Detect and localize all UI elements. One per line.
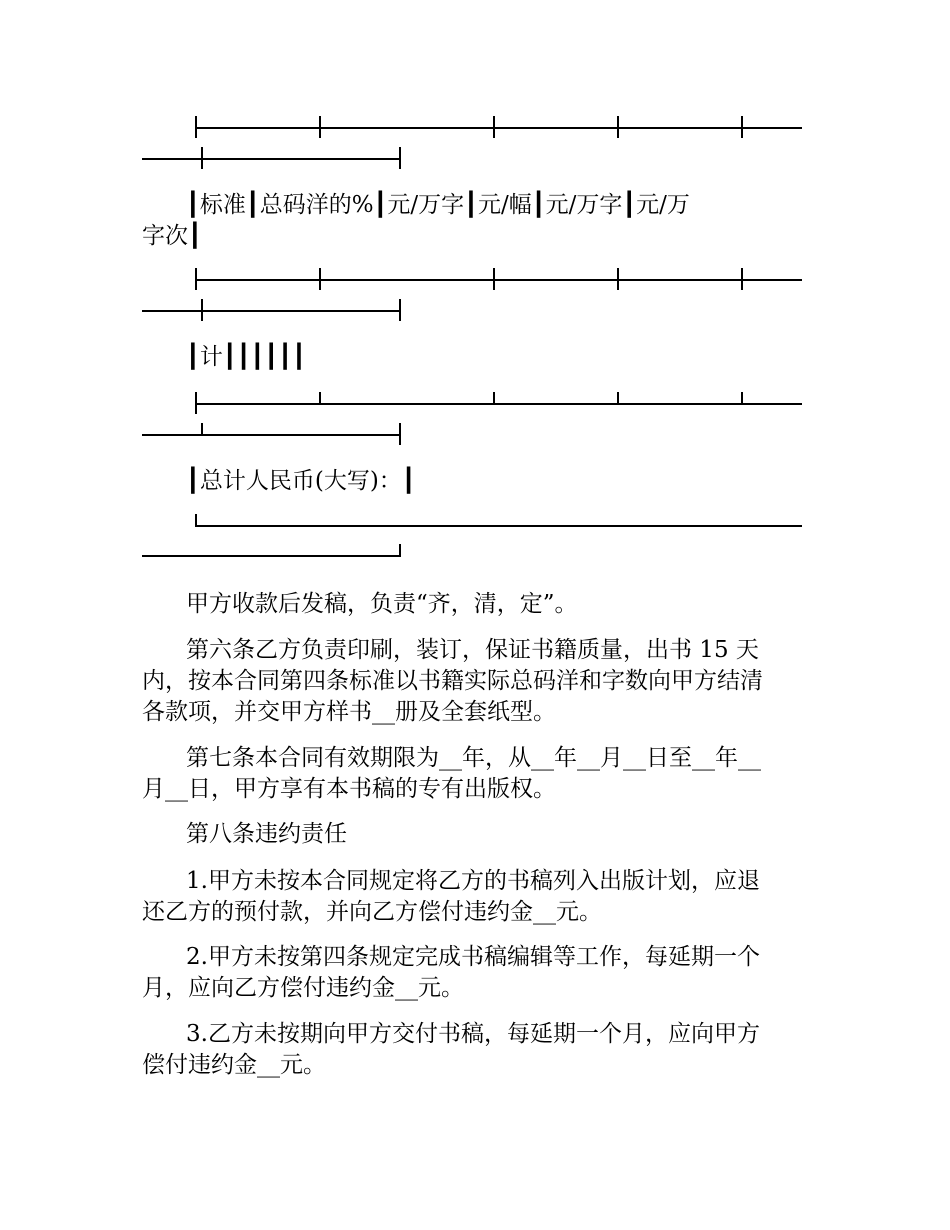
table-bottom-line: [196, 525, 802, 527]
table-separator-line: [196, 403, 802, 405]
table-tick: [399, 299, 401, 321]
table-bottom-line: [142, 555, 400, 557]
paragraph-article-6: 各款项，并交甲方样书__册及全套纸型。: [142, 699, 556, 725]
table-tick: [399, 423, 401, 445]
table-tick: [617, 116, 619, 138]
table-tick: [399, 147, 401, 169]
table-tick: [319, 268, 321, 290]
table-tick: [617, 392, 619, 404]
table-tick: [493, 116, 495, 138]
paragraph-article-8-heading: 第八条违约责任: [186, 821, 347, 847]
paragraph-clause-2: 2.甲方未按第四条规定完成书稿编辑等工作，每延期一个: [186, 944, 760, 970]
paragraph-article-7: 月__日，甲方享有本书稿的专有出版权。: [142, 776, 556, 802]
table-separator-line: [142, 310, 400, 312]
table-tick: [741, 392, 743, 404]
paragraph-article-6: 第六条乙方负责印刷，装订，保证书籍质量，出书 15 天: [186, 637, 759, 663]
table-separator-line: [196, 127, 802, 129]
table-tick: [319, 116, 321, 138]
table-tick: [741, 116, 743, 138]
table-tick: [195, 116, 197, 138]
paragraph-article-7: 第七条本合同有效期限为__年，从__年__月__日至__年__: [186, 745, 761, 771]
table-separator-line: [142, 158, 400, 160]
table-separator-line: [142, 434, 400, 436]
paragraph-clause-1: 1.甲方未按本合同规定将乙方的书稿列入出版计划，应退: [186, 868, 760, 894]
paragraph-clause-3: 3.乙方未按期向甲方交付书稿，每延期一个月，应向甲方: [186, 1021, 760, 1047]
paragraph-clause-2: 月，应向乙方偿付违约金__元。: [142, 975, 464, 1001]
table-tick: [195, 268, 197, 290]
paragraph-delivery: 甲方收款后发稿，负责“齐，清，定”。: [186, 591, 578, 617]
paragraph-clause-3: 偿付违约金__元。: [142, 1052, 326, 1078]
table-row-standard-cont: 字次┃: [142, 223, 202, 249]
table-tick: [201, 147, 203, 169]
table-tick: [399, 544, 401, 557]
table-separator-line: [196, 279, 802, 281]
table-tick: [201, 423, 203, 435]
table-tick: [201, 299, 203, 321]
table-row-total: ┃计┃┃┃┃┃┃: [186, 344, 306, 370]
paragraph-article-6: 内，按本合同第四条标准以书籍实际总码洋和字数向甲方结清: [142, 668, 763, 694]
table-row-standard: ┃标准┃总码洋的%┃元/万字┃元/幅┃元/万字┃元/万: [186, 192, 690, 218]
table-tick: [195, 514, 197, 527]
table-tick: [617, 268, 619, 290]
table-tick: [319, 392, 321, 404]
table-tick: [741, 268, 743, 290]
paragraph-clause-1: 还乙方的预付款，并向乙方偿付违约金__元。: [142, 899, 602, 925]
table-tick: [493, 392, 495, 404]
table-tick: [195, 392, 197, 414]
table-row-grand-total: ┃总计人民币(大写)：┃: [186, 468, 416, 494]
table-tick: [493, 268, 495, 290]
